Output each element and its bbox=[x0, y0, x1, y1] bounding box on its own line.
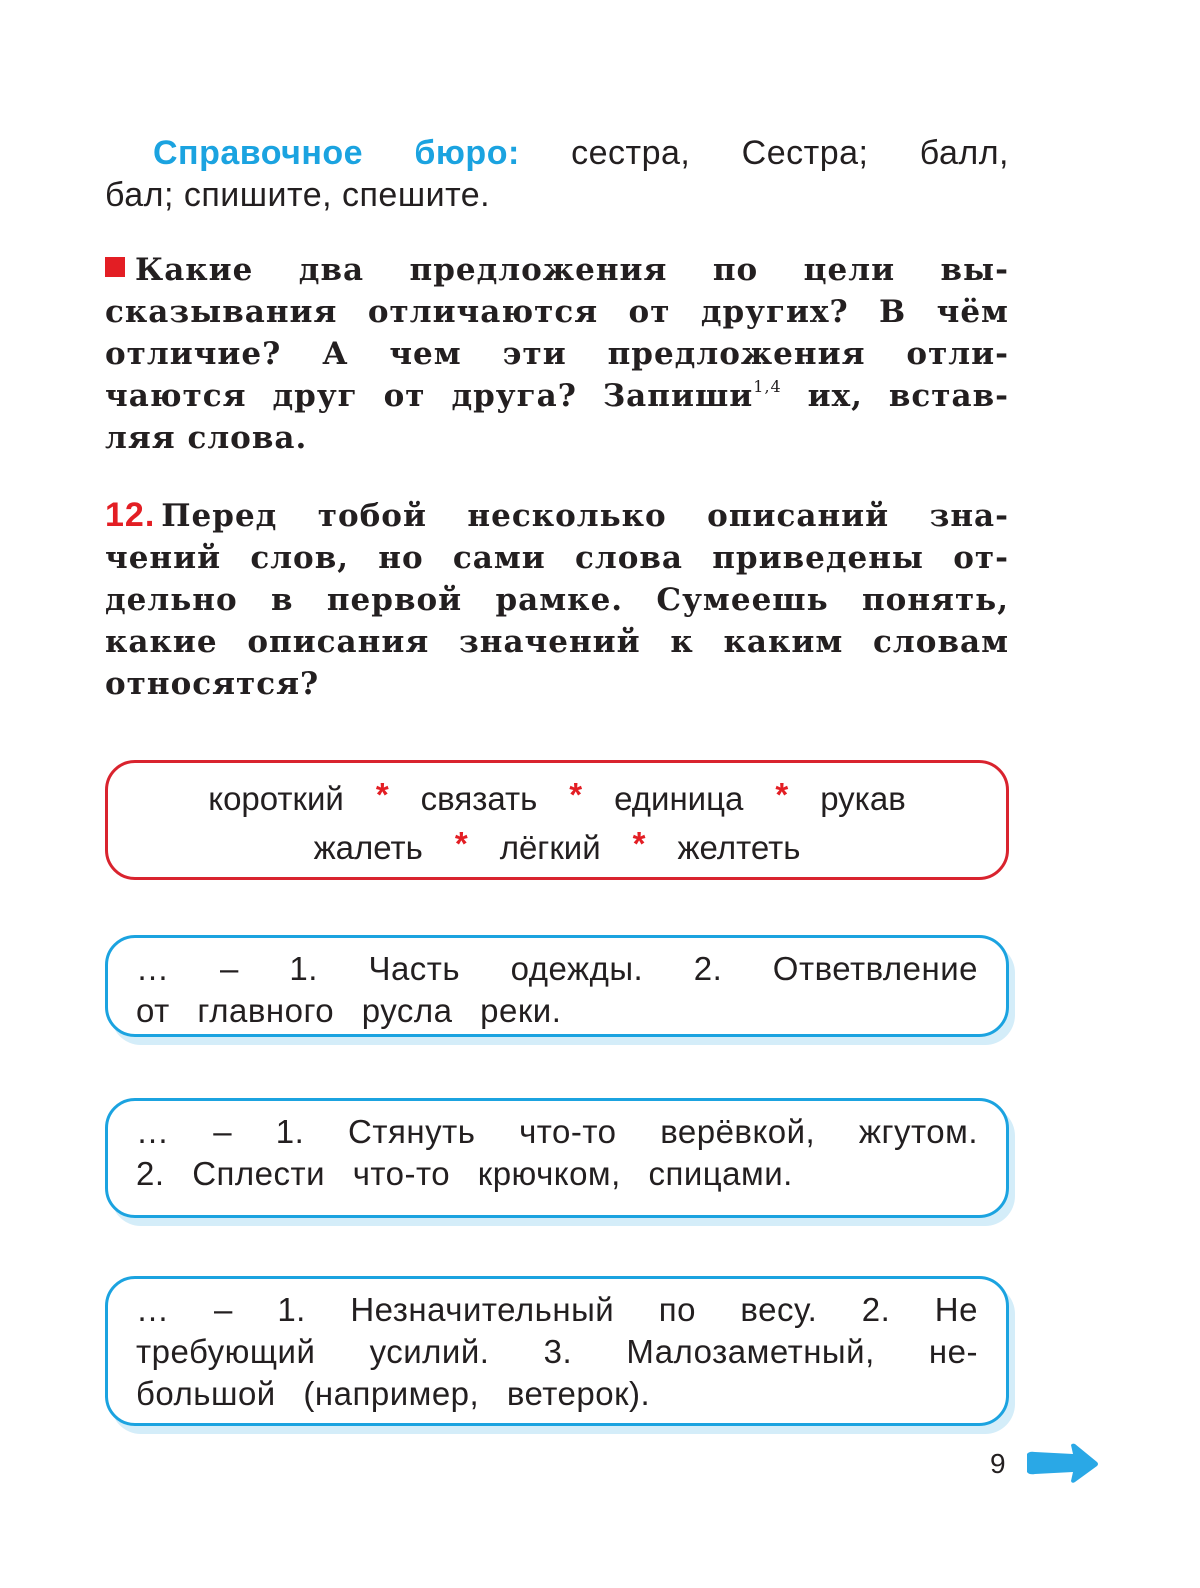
question-text-1: Какие два предложения по цели вы- bbox=[135, 252, 1009, 288]
page-number: 9 bbox=[990, 1448, 1006, 1479]
asterisk-separator-icon: * bbox=[569, 776, 583, 813]
definition-box-3 bbox=[105, 1276, 1009, 1426]
task-text-1: Перед тобой несколько описаний зна- bbox=[161, 498, 1009, 534]
word-item: единица bbox=[614, 780, 744, 817]
word-row-2 bbox=[108, 825, 1006, 868]
word-item: связать bbox=[420, 780, 538, 817]
footnote-superscript: 1,4 bbox=[753, 377, 782, 396]
question-text-4: чаются друг от друга? Запиши bbox=[105, 378, 754, 414]
asterisk-separator-icon: * bbox=[632, 825, 646, 862]
asterisk-separator-icon: * bbox=[375, 776, 389, 813]
word-item: рукав bbox=[820, 780, 906, 817]
definition-1-line-1: … – 1. Часть одежды. 2. Ответвление bbox=[136, 950, 978, 987]
task-12 bbox=[105, 494, 1009, 705]
definition-1-line-2: от главного русла реки. bbox=[136, 992, 562, 1029]
definition-3-line-1: … – 1. Незначительный по весу. 2. Не bbox=[136, 1291, 978, 1328]
asterisk-separator-icon: * bbox=[454, 825, 468, 862]
red-square-marker-icon bbox=[105, 257, 125, 277]
word-item: желтеть bbox=[677, 829, 801, 866]
question-line-1 bbox=[105, 249, 1009, 291]
word-item: короткий bbox=[208, 780, 344, 817]
question-line-4 bbox=[105, 375, 1009, 417]
definition-3-line-2: требующий усилий. 3. Малозаметный, не- bbox=[136, 1333, 978, 1370]
question-line-2: сказывания отличаются от других? В чём bbox=[105, 294, 1009, 330]
reference-bureau bbox=[105, 132, 1009, 216]
reference-line-1 bbox=[105, 132, 1009, 174]
definition-2-line-2: 2. Сплести что-то крючком, спицами. bbox=[136, 1155, 793, 1192]
task-line-1 bbox=[105, 494, 1009, 537]
question-paragraph bbox=[105, 249, 1009, 459]
reference-words-1: сестра, Сестра; балл, bbox=[571, 134, 1009, 172]
definition-box-1 bbox=[105, 935, 1009, 1037]
question-line-5: ляя слова. bbox=[105, 420, 308, 456]
definition-2-line-1: … – 1. Стянуть что-то верёвкой, жгутом. bbox=[136, 1113, 978, 1150]
task-line-3: дельно в первой рамке. Сумеешь понять, bbox=[105, 582, 1009, 618]
question-line-3: отличие? А чем эти предложения отли- bbox=[105, 336, 1009, 372]
reference-line-2: бал; спишите, спешите. bbox=[105, 176, 491, 214]
word-box bbox=[105, 760, 1009, 880]
task-line-5: относятся? bbox=[105, 666, 320, 702]
task-line-2: чений слов, но сами слова приведены от- bbox=[105, 540, 1009, 576]
word-item: лёгкий bbox=[499, 829, 601, 866]
reference-label: Справочное бюро: bbox=[153, 134, 520, 172]
word-row-1 bbox=[108, 776, 1006, 819]
next-page-arrow-icon[interactable] bbox=[1025, 1442, 1099, 1484]
task-line-4: какие описания значений к каким словам bbox=[105, 624, 1009, 660]
definition-box-2 bbox=[105, 1098, 1009, 1218]
question-text-4b: их, встав- bbox=[781, 378, 1009, 414]
word-item: жалеть bbox=[313, 829, 423, 866]
arrow-shape bbox=[1027, 1444, 1098, 1483]
definition-3-line-3: большой (например, ветерок). bbox=[136, 1375, 651, 1412]
task-number: 12. bbox=[105, 496, 156, 534]
asterisk-separator-icon: * bbox=[775, 776, 789, 813]
